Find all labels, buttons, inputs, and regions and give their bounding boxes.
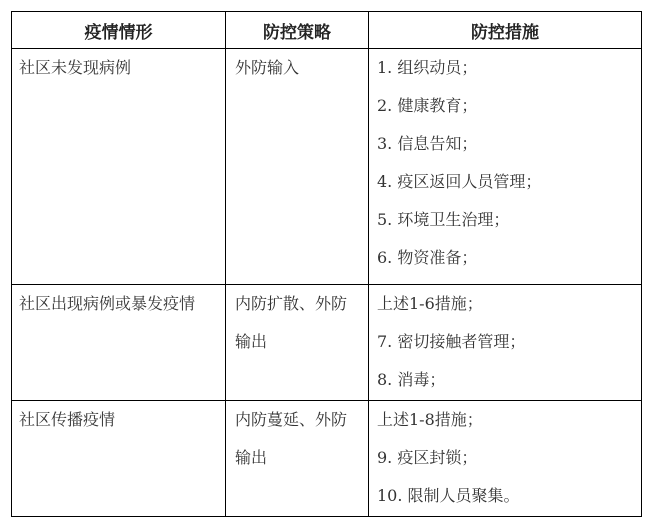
- measure-item: 9. 疫区封锁；: [377, 448, 478, 467]
- header-situation: 疫情情形: [12, 12, 226, 49]
- strategy-cell: [226, 401, 369, 517]
- measure-item: 6. 物资准备；: [377, 248, 478, 267]
- header-measures: 防控措施: [369, 12, 642, 49]
- measures-cell: [369, 285, 642, 401]
- strategy-cell: [226, 49, 369, 285]
- header-strategy: 防控策略: [226, 12, 369, 49]
- measure-item: 3. 信息告知；: [377, 134, 478, 153]
- measure-item: 2. 健康教育；: [377, 96, 478, 115]
- situation-text: 社区传播疫情: [19, 410, 116, 429]
- measures-cell: [369, 49, 642, 285]
- table-row: [12, 49, 642, 285]
- measure-item: 7. 密切接触者管理；: [377, 332, 526, 351]
- situation-text: 社区未发现病例: [19, 58, 132, 77]
- measure-item: 8. 消毒；: [377, 370, 446, 389]
- measure-item: 4. 疫区返回人员管理；: [377, 172, 542, 191]
- strategy-text: 外防输入: [235, 58, 300, 77]
- strategy-cell: [226, 285, 369, 401]
- strategy-text: 内防蔓延、外防输出: [235, 410, 348, 467]
- strategy-text: 内防扩散、外防输出: [235, 294, 348, 351]
- measure-item: 10. 限制人员聚集。: [377, 486, 520, 505]
- table-row: [12, 285, 642, 401]
- measure-item: 上述1-6措施；: [377, 294, 483, 313]
- situation-cell: [12, 285, 226, 401]
- table-header-row: [12, 12, 642, 49]
- measure-item: 5. 环境卫生治理；: [377, 210, 510, 229]
- measure-item: 1. 组织动员；: [377, 58, 478, 77]
- situation-cell: [12, 401, 226, 517]
- situation-cell: [12, 49, 226, 285]
- measure-item: 上述1-8措施；: [377, 410, 483, 429]
- epidemic-measures-table: [11, 11, 642, 517]
- table-row: [12, 401, 642, 517]
- measures-cell: [369, 401, 642, 517]
- situation-text: 社区出现病例或暴发疫情: [19, 294, 196, 313]
